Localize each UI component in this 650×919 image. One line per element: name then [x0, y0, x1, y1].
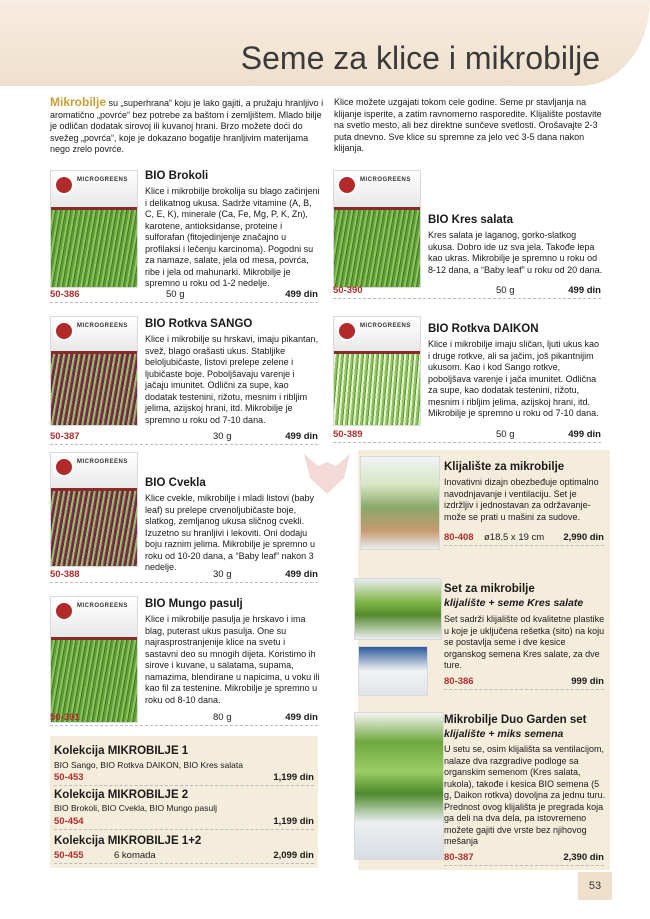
collection-contents: BIO Sango, BIO Rotkva DAIKON, BIO Kres salata	[54, 760, 243, 770]
product-description: Klice i mikrobilje brokolija su blago začinjeni i delikatnog ukusa. Sadrže vitamine (A, B, C, E, K), minerale (Ca, Fe, Mg, P, K, Zn), karotene, antioksidanse, proteine i sulforafan (fitojedinjenje značajno u profilaksi i lečenju karcinoma). Pogodni su za namaze, salate, jela od mesa, povrća, ribe i jela od mahunarki. Mikrobilje je spremno u roku od 1-2 nedelje.	[145, 186, 320, 288]
item-subtitle: klijalište + miks semena	[444, 728, 564, 740]
accessories-panel	[358, 450, 610, 870]
product-title: BIO Mungo pasulj	[145, 598, 243, 610]
collection-code: 50-455	[54, 850, 84, 861]
product-mungo-pasulj	[50, 596, 318, 730]
product-description: Kres salata je laganog, gorko-slatkog ukusa. Dobro ide uz sva jela. Takođe lepa kao ukras. Mikrobilje je spremno u roku od 8-12 dana, a “Baby leaf” u roku od 20 dana.	[428, 230, 603, 275]
item-description: Inovativni dizajn obezbeđuje optimalno navodnjavanje i ventilaciju. Set je izdržljiv i jednostavan za održavanje- može se prati u mašini za sudove.	[444, 477, 599, 522]
intro-keyword: Mikrobilje	[50, 95, 107, 109]
product-weight: 30 g	[213, 431, 232, 442]
product-weight: 50 g	[496, 285, 515, 296]
item-description: U setu se, osim klijališta sa ventilacijom, nalaze dva razgradive podloge sa organskim semenom (Kres salata, rukola), takođe i kesica BIO semena (5 g, Daikon rotkva) dovoljna za jednu turu. Prednost ovog klijališta je pregrada koja ga deli na dva dela, pa istovremeno možete gajiti dve vrste bez njihovog mešanja	[444, 744, 606, 846]
item-code: 80-387	[444, 852, 474, 863]
intro-left-text: su „superhrana“ koju je lako gajiti, a pružaju hranljivo i aromatično „povrće“ bez potrebe za baštom i zemljištem. Mlado bilje je odličan dodatak sirovoj ili kuvanoj hrani. Brzo možete doći do svežeg „povrća“, koje je dokazano bogatije hranljivim materijama nego zrelo povrće.	[50, 98, 324, 155]
product-price: 499 din	[285, 431, 318, 442]
collection-title: Kolekcija MIKROBILJE 1	[54, 745, 189, 757]
brand-logo-icon	[54, 175, 74, 195]
product-image	[50, 170, 138, 288]
page-title: Seme za klice i mikrobilje	[240, 40, 600, 76]
product-brokoli	[50, 168, 318, 303]
product-code: 50-390	[333, 285, 363, 296]
collection-title: Kolekcija MIKROBILJE 1+2	[54, 835, 202, 847]
sprouter-set-photo	[354, 578, 442, 640]
collection-title: Kolekcija MIKROBILJE 2	[54, 789, 189, 801]
microgreens-photo	[51, 640, 137, 723]
brand-logo-icon	[54, 457, 74, 477]
packet-label: MICROGREENS	[360, 177, 411, 183]
product-image	[50, 452, 138, 567]
price-line	[333, 429, 601, 443]
product-cvekla	[50, 452, 318, 584]
collection-price: 1,199 din	[273, 772, 314, 783]
product-code: 50-388	[50, 569, 80, 580]
product-price: 499 din	[568, 429, 601, 440]
product-image	[50, 596, 138, 723]
packet-label: MICROGREENS	[77, 323, 128, 329]
microgreens-photo	[51, 354, 137, 425]
collection-price: 2,099 din	[273, 850, 314, 861]
item-price-line	[444, 852, 604, 866]
collections-box	[50, 736, 318, 868]
product-price: 499 din	[285, 289, 318, 300]
product-title: BIO Rotkva SANGO	[145, 318, 253, 330]
microgreens-photo	[334, 354, 420, 425]
product-weight: 80 g	[213, 712, 232, 723]
collection-code: 50-454	[54, 816, 84, 827]
product-code: 50-389	[333, 429, 363, 440]
product-rotkva-sango	[50, 314, 318, 444]
packet-label: MICROGREENS	[360, 323, 411, 329]
product-description: Klice cvekle, mikrobilje i mladi listovi (baby leaf) su prelepe crvenoljubičaste boje, slatkog, zemljanog ukusa sličnog cvekli. Izuzetno su hranljivi i lekoviti. Oni dodaju boju raznim jelima. Mikrobilje je spremno u roku od 10-20 dana, a “Baby leaf” nakon 3 nedelje.	[145, 493, 316, 572]
item-price-line	[444, 676, 604, 690]
duo-garden-photo	[354, 712, 444, 860]
intro-right: Klice možete uzgajati tokom cele godine. Seme pr stavljanja na klijanje isperite, a zatim ravnomerno rasporedite. Klijalište postavite na svetlo mesto, ali bez direktne sunčeve svetlosti. Orošavajte 2-3 puta dnevno. Sve klice su spremne za jelo već 3-5 dana nakon klijanja.	[334, 97, 602, 154]
collection-price: 1,199 din	[273, 816, 314, 827]
product-image	[333, 316, 421, 426]
price-line	[50, 569, 318, 583]
brand-logo-icon	[337, 175, 357, 195]
microgreens-photo	[334, 210, 420, 287]
product-image	[333, 170, 421, 288]
sprouter-photo	[360, 456, 440, 550]
product-code: 50-391	[50, 712, 80, 723]
product-code: 50-387	[50, 431, 80, 442]
page-header	[0, 0, 650, 86]
product-rotkva-daikon	[333, 314, 601, 444]
collection-quantity: 6 komada	[114, 850, 156, 861]
packet-label: MICROGREENS	[77, 603, 128, 609]
price-line	[50, 431, 318, 445]
product-description: Klice i mikrobilje su hrskavi, imaju pikantan, svež, blago orašasti ukus. Stabljike beloljubičaste, listovi prelepe zelene i ljubičaste boje. Poboljšavaju varenje i jačaju imunitet. Odlični za supe, kao dodatak testenini, rižotu, mesnim i ribljim jelima, azijskoj hrani, itd. Mikrobilje je spremno u roku od 7-10 dana.	[145, 334, 319, 425]
product-weight: 50 g	[166, 289, 185, 300]
product-image	[50, 316, 138, 426]
item-size: ø18.5 x 19 cm	[484, 532, 545, 543]
item-description: Set sadrži klijalište od kvalitetne plastike u koje je uključena rešetka (sito) na koju se postavlja seme i dve kesice organskog semena Kres salate, za dve ture.	[444, 614, 605, 670]
item-title: Mikrobilje Duo Garden set	[444, 714, 587, 726]
price-line	[50, 289, 318, 303]
microgreens-photo	[51, 491, 137, 566]
item-title: Set za mikrobilje	[444, 583, 535, 595]
item-price: 2,390 din	[563, 852, 604, 863]
seed-packet-photo	[358, 646, 428, 696]
product-description: Klice i mikrobilje pasulja je hrskavo i ima blag, puterast ukus pasulja. One su najrasprostranjenije klice na svetu i sastavni deo su mnogih dijeta. Koristimo ih sirove i kuvane, u salatama, supama, namazima, blendirane u napicima, u voku ili kao fil za testenine. Mikrobilje je spremno u roku od 8-10 dana.	[145, 614, 320, 705]
product-code: 50-386	[50, 289, 80, 300]
item-code: 80-408	[444, 532, 474, 543]
product-price: 499 din	[285, 569, 318, 580]
collection-price-line	[54, 816, 314, 830]
collection-price-line	[54, 772, 314, 786]
packet-label: MICROGREENS	[77, 459, 128, 465]
product-kres-salata	[333, 168, 601, 303]
item-price: 2,990 din	[563, 532, 604, 543]
brand-logo-icon	[337, 321, 357, 341]
brand-logo-icon	[54, 601, 74, 621]
microgreens-photo	[51, 210, 137, 287]
collection-price-line	[54, 850, 314, 864]
product-description: Klice i mikrobilje imaju sličan, ljuti ukus kao i druge rotkve, ali sa jačim, još pikantnijim ukusom. Kao i kod Sango rotkve, poboljšava varenje i jača imunitet. Odlična za supe, kao dodatak testenini, rižotu, mesnim i ribljim jelima, azijskoj hrani, itd. Mikrobilje je spremno u roku od 7-10 dana.	[428, 339, 600, 418]
collection-contents: BIO Brokoli, BIO Cvekla, BIO Mungo pasulj	[54, 803, 217, 813]
intro-left	[50, 97, 330, 156]
item-price-line	[444, 532, 604, 546]
product-price: 499 din	[285, 712, 318, 723]
price-line	[50, 712, 318, 726]
product-weight: 30 g	[213, 569, 232, 580]
product-title: BIO Kres salata	[428, 214, 514, 226]
item-code: 80-386	[444, 676, 474, 687]
product-weight: 50 g	[496, 429, 515, 440]
product-title: BIO Rotkva DAIKON	[428, 323, 539, 335]
fox-watermark-icon	[300, 452, 354, 496]
product-price: 499 din	[568, 285, 601, 296]
product-title: BIO Brokoli	[145, 170, 209, 182]
item-subtitle: klijalište + seme Kres salate	[444, 597, 584, 609]
page-number: 53	[578, 872, 612, 900]
brand-logo-icon	[54, 321, 74, 341]
product-title: BIO Cvekla	[145, 477, 206, 489]
price-line	[333, 285, 601, 299]
collection-code: 50-453	[54, 772, 84, 783]
item-title: Klijalište za mikrobilje	[444, 461, 565, 473]
packet-label: MICROGREENS	[77, 177, 128, 183]
item-price: 999 din	[571, 676, 604, 687]
